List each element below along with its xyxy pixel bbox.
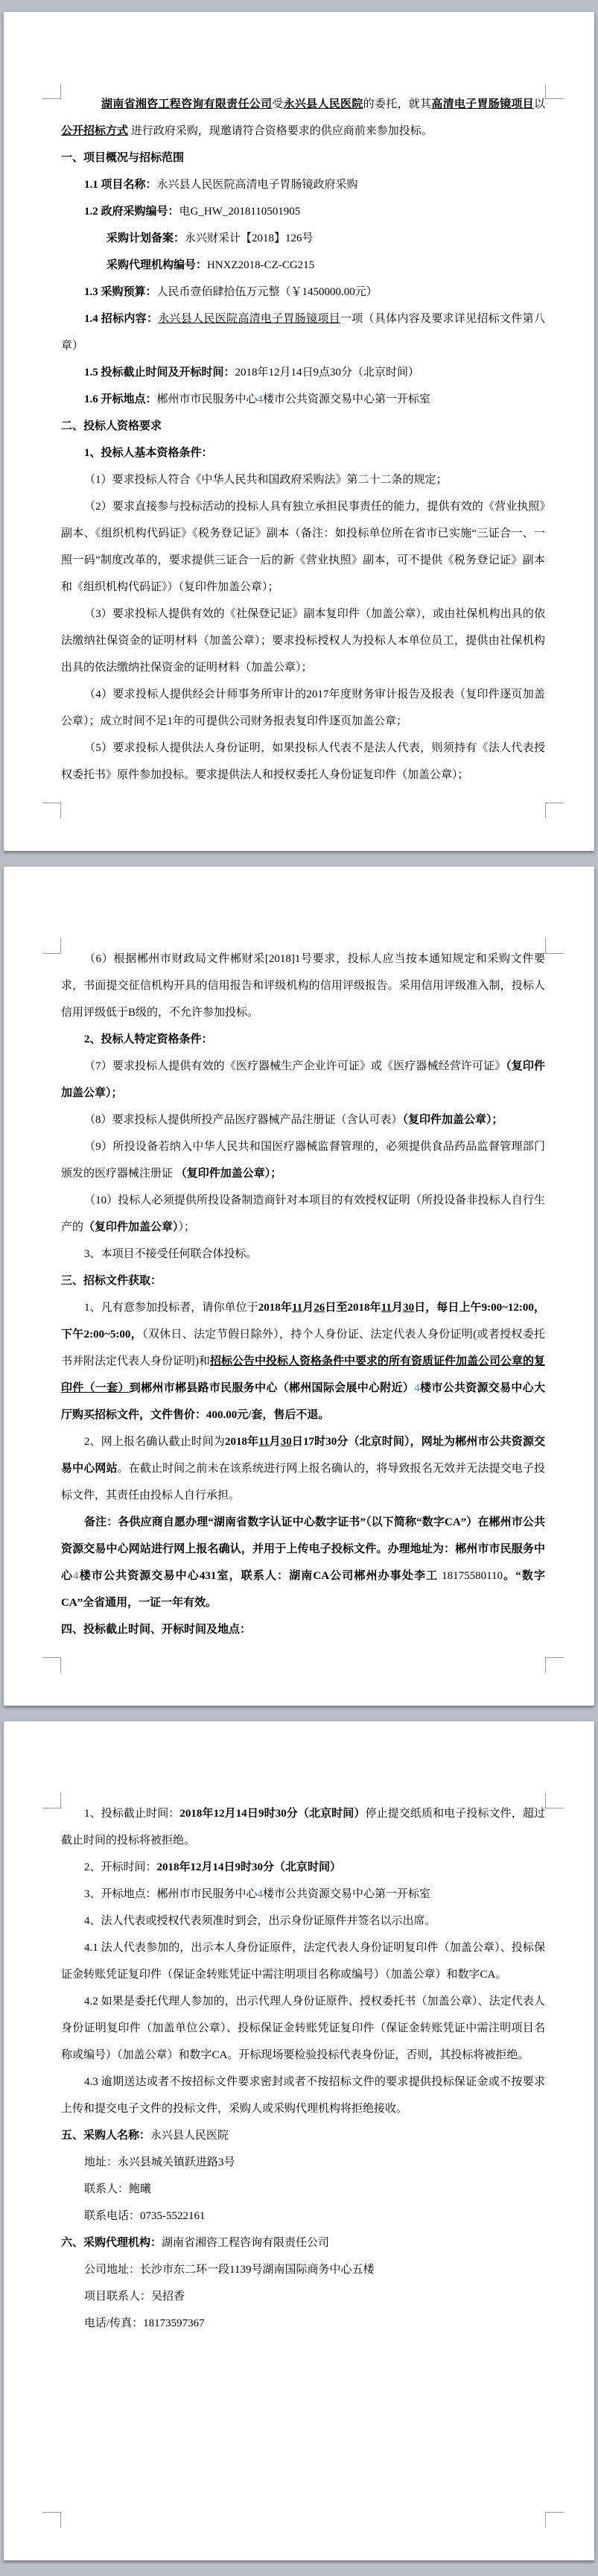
text-run: 1.1 项目名称：: [84, 179, 157, 191]
text-run: 郴州市市民服务中心: [156, 393, 258, 405]
text-run: 联系电话：0735-5522161: [84, 2210, 206, 2222]
text-run: 日至2018年: [325, 1302, 381, 1314]
text-run: （9）所投设备若纳入中华人民共和国医疗器械监督管理的，必须提供食品药品监督管理部门颁发的医疗器械注册证: [61, 1141, 545, 1180]
text-run: 电G_HW_2018110501905: [179, 206, 301, 218]
margin-crop-mark: [545, 2512, 564, 2528]
paragraph: [61, 1509, 545, 1616]
text-run: （复印件加盖公章）: [83, 1221, 179, 1233]
margin-crop-mark: [545, 803, 564, 818]
page-2-content: [61, 946, 545, 1643]
text-run: 到郴州市郴县路市民服务中心（郴州国际会展中心附近）: [129, 1382, 415, 1394]
text-run: 日，每日上午9:00~12:00，下午2:00~5:00，: [61, 1302, 545, 1341]
paragraph: [61, 1026, 545, 1053]
text-run: 永兴县人民医院高清电子胃肠镜政府采购: [156, 179, 358, 191]
paragraph: [61, 1428, 545, 1509]
section-heading: [61, 1616, 545, 1643]
text-run: 30: [403, 1302, 415, 1314]
text-run: HNXZ2018-CZ-CG215: [207, 259, 315, 271]
text-run: 的委托，就其: [363, 98, 432, 110]
section-heading: [61, 2122, 545, 2149]
text-run: （1）要求投标人符合《中华人民共和国政府采购法》第二十二条的规定；: [84, 474, 448, 486]
text-run: 11: [381, 1302, 392, 1314]
margin-crop-mark: [42, 803, 61, 818]
text-run: 30: [280, 1436, 292, 1448]
text-run: 受: [272, 98, 284, 110]
paragraph: [61, 440, 545, 466]
paragraph: [61, 735, 545, 788]
paragraph: [61, 601, 545, 681]
text-run: 4: [257, 393, 264, 405]
text-run: 湖南省湘咨工程咨询有限责任公司: [162, 2237, 330, 2249]
paragraph: [61, 306, 545, 359]
text-run: 4: [257, 1888, 264, 1900]
text-run: 楼市公共资源交易中心大厅购买招标文件，文件售价：400.00元/套，售后不退。: [61, 1382, 545, 1421]
text-run: 永兴县人民医院: [150, 2130, 229, 2142]
paragraph: [61, 1187, 545, 1241]
margin-crop-mark: [545, 1657, 564, 1673]
text-run: （双休日、法定节假日除外），持个人身份证、法定代表人身份证明(或者授权委托书并附法定代表人身份证明)和: [61, 1329, 545, 1367]
paragraph: [61, 2283, 545, 2310]
text-run: 1.4 招标内容：: [84, 313, 159, 325]
paragraph: [61, 1854, 545, 1881]
document-page-2: [4, 867, 594, 1706]
text-run: 六、采购代理机构：: [61, 2237, 162, 2249]
text-run: 备注：各供应商自愿办理“湖南省数字认证中心数字证书”（以下简称“数字CA”）在郴州市公共资源交易中心网站进行网上报名确认，并用于上传电子投标文件。办理地址为：郴州市市民服务中心: [61, 1516, 545, 1582]
paragraph: [61, 1934, 545, 1988]
text-run: 4: [73, 1570, 79, 1582]
text-run: 1.2 政府采购编号：: [84, 206, 179, 218]
text-run: 四、投标截止时间、开标时间及地点：: [61, 1624, 252, 1636]
text-run: 。“数字CA”全省通用，一证一年有效。: [61, 1570, 545, 1609]
text-run: 永兴财采计【2018】126号: [185, 232, 314, 244]
section-heading: [61, 2230, 545, 2256]
text-run: 湖南省湘咨工程咨询有限责任公司: [101, 98, 273, 110]
text-run: 日17时30分（北京时间），网址为郴州市公共资源交易中心网站: [61, 1436, 545, 1475]
paragraph: [61, 2310, 545, 2337]
text-run: （复印件加盖公章）；: [175, 1168, 282, 1180]
paragraph: [61, 2149, 545, 2176]
paragraph: [61, 2203, 545, 2230]
text-run: 公司地址：长沙市东二环一段1139号湖南国际商务中心五楼: [84, 2264, 375, 2276]
margin-crop-mark: [42, 938, 61, 954]
text-run: （3）要求投标人提供有效的《社保登记证》副本复印件（加盖公章），或由社保机构出具的依法缴纳社保资金的证明材料（加盖公章）；要求投标授权人为投标人本单位员工，提供由社保机构出具的依法缴纳社保资金的证明材料（加盖公章）；: [61, 608, 545, 674]
paragraph: [61, 2069, 545, 2122]
text-run: 11: [291, 1302, 303, 1314]
text-run: 招标公告中投标人资格条件中要求的所有资质证件加盖公司公章的复印件（一套）: [61, 1355, 546, 1394]
text-run: 4.2 如果是委托代理人参加的，出示代理人身份证原件、授权委托书（加盖公章）、法定代表人身份证明复印件（加盖单位公章）、投标保证金转账凭证复印件（保证金转账凭证中需注明项目名称或编号）（加盖公章）和数字CA。开标现场要检验投标代表身份证，否则，其投标将被拒绝。: [61, 1996, 545, 2061]
paragraph: [61, 1908, 545, 1934]
text-run: 2018年12月14日9时30分（北京时间）: [179, 1808, 366, 1820]
text-run: 4、法人代表或授权代表须准时到会，出示身份证原件并签名以示出席。: [84, 1915, 436, 1927]
paragraph: [61, 1988, 545, 2069]
paragraph: [61, 2176, 545, 2203]
text-run: 永兴县人民医院: [283, 98, 363, 110]
paragraph: [61, 1133, 545, 1187]
margin-crop-mark: [42, 83, 61, 99]
text-run: 2018年12月14日9点30分（北京时间）: [235, 367, 420, 379]
paragraph: [61, 1107, 545, 1133]
section-heading: [61, 413, 545, 440]
document-page-3: [4, 1721, 594, 2560]
paragraph: [61, 1294, 545, 1428]
text-run: 3、本项目不接受任何联合体投标。: [84, 1248, 258, 1260]
text-run: 1、投标人基本资格条件：: [84, 447, 213, 459]
intro-paragraph: [61, 91, 545, 145]
paragraph: [61, 198, 545, 225]
text-run: 以: [533, 98, 545, 110]
text-run: 2、投标人特定资格条件：: [84, 1034, 213, 1045]
text-run: 五、采购人名称：: [61, 2130, 151, 2142]
text-run: 4.3 逾期送达或者不按招标文件要求密封或者不按招标文件的要求提供投标保证金或不按要求上传和提交电子文件的投标文件，采购人或采购代理机构将拒绝接收。: [61, 2076, 545, 2115]
margin-crop-mark: [545, 1793, 564, 1808]
text-run: 月: [391, 1302, 404, 1314]
text-run: （10）投标人必须提供所投设备制造商针对本项目的有效授权证明（所投设备非投标人自行生产的: [61, 1194, 545, 1233]
text-run: 楼市公共资源交易中心431室，联系人：湖南CA公司郴州办事处李工: [78, 1570, 442, 1582]
text-run: 地址：永兴县城关镇跃进路3号: [84, 2156, 235, 2168]
text-run: 联系人：鲍曦: [84, 2183, 152, 2195]
text-run: 停止提交纸质和电子投标文件，超过截止时间的投标将被拒绝。: [61, 1808, 545, 1846]
text-run: 高清电子胃肠镜项目: [431, 98, 534, 110]
text-run: （6）根据郴州市财政局文件郴财采[2018]1号要求，投标人应当按本通知规定和采购文件要求，书面提交征信机构开具的信用报告和评级机构的信用评级报告。采用信用评级准入制，投标人信用评级低于B级的，不允许参加投标。: [61, 953, 545, 1019]
text-run: 4: [414, 1382, 420, 1394]
text-run: 项目联系人：吴招香: [84, 2291, 185, 2303]
text-run: 采购计划备案：: [106, 232, 185, 244]
text-run: （2）要求直接参与投标活动的投标人具有独立承担民事责任的能力，提供有效的《营业执照》副本、《组织机构代码证》《税务登记证》副本（备注：如投标单位所在省市已实施“三证合一、一照一码”制度改革的，要求提供三证合一后的新《营业执照》副本，可不提供《税务登记证》副本和《组织机构代码证》）（复印件加盖公章）；: [61, 501, 545, 593]
section-heading: [61, 1268, 545, 1294]
text-run: 永兴县人民医院高清电子胃肠镜项目: [158, 313, 340, 325]
page-1-content: [61, 91, 545, 788]
text-run: 月: [269, 1436, 281, 1448]
paragraph: [61, 946, 545, 1026]
paragraph: [61, 1241, 545, 1268]
text-run: 2018年12月14日9时30分（北京时间）: [156, 1861, 342, 1873]
text-run: 2018年: [258, 1302, 292, 1314]
text-run: （7）要求投标人提供有效的《医疗器械生产企业许可证》或《医疗器械经营许可证》: [84, 1060, 506, 1072]
paragraph: [61, 466, 545, 493]
margin-crop-mark: [42, 2512, 61, 2528]
text-run: 2、网上报名确认截止时间为: [84, 1436, 226, 1448]
text-run: 2018年: [225, 1436, 259, 1448]
text-run: 2、开标时间：: [84, 1861, 157, 1873]
document-page-1: [4, 12, 594, 851]
text-run: 一、项目概况与招标范围: [61, 152, 185, 164]
text-run: 11: [258, 1436, 270, 1448]
text-run: 人民币壹佰肆拾伍万元整（￥1450000.00元）: [156, 286, 378, 298]
paragraph: [61, 252, 545, 279]
margin-crop-mark: [545, 938, 564, 954]
text-run: 楼市公共资源交易中心第一开标室: [263, 393, 431, 405]
paragraph: [61, 2256, 545, 2283]
paragraph: [61, 1881, 545, 1908]
text-run: 18175580110: [442, 1570, 503, 1582]
paragraph: [61, 681, 545, 735]
text-run: （复印件加盖公章）；: [402, 1114, 503, 1126]
text-run: 电话/传真：18173597367: [84, 2317, 205, 2329]
margin-crop-mark: [42, 1657, 61, 1673]
text-run: （5）要求投标人提供法人身份证明，如果投标人代表不是法人代表，则须持有《法人代表授权委托书》原件参加投标。要求提供法人和授权委托人身份证复印件（加盖公章）；: [61, 742, 545, 781]
text-run: （4）要求投标人提供经会计师事务所审计的2017年度财务审计报告及报表（复印件逐页加盖公章）；成立时间不足1年的可提供公司财务报表复印件逐页加盖公章；: [61, 689, 545, 727]
paragraph: [61, 225, 545, 252]
paragraph: [61, 279, 545, 306]
text-run: 4.1 法人代表参加的，出示本人身份证原件，法定代表人身份证明复印件（加盖公章）、投标保证金转账凭证复印件（保证金转账凭证中需注明项目名称或编号）（加盖公章）和数字CA。: [61, 1942, 545, 1981]
text-run: （复印件加盖公章）；: [61, 1060, 545, 1099]
text-run: 楼市公共资源交易中心第一开标室: [263, 1888, 431, 1900]
text-run: 1.6 开标地点：: [84, 393, 157, 405]
text-run: 26: [314, 1302, 325, 1314]
paragraph: [61, 171, 545, 198]
margin-crop-mark: [545, 83, 564, 99]
text-run: 3、开标地点：郴州市市民服务中心: [84, 1888, 258, 1900]
text-run: 。在截止时间之前未在该系统进行网上报名确认的，将导致报名无效并无法提交电子投标文件，其责任由投标人自行承担。: [61, 1463, 545, 1501]
text-run: 三、招标文件获取：: [61, 1275, 162, 1287]
paragraph: [61, 1800, 545, 1854]
text-run: 月: [302, 1302, 314, 1314]
section-heading: [61, 145, 545, 171]
text-run: 公开招标方式: [61, 125, 129, 137]
margin-crop-mark: [42, 1793, 61, 1808]
text-run: 1.5 投标截止时间及开标时间：: [84, 367, 235, 379]
text-run: 进行政府采购，现邀请符合资格要求的供应商前来参加投标。: [128, 125, 433, 137]
text-run: ）；: [178, 1221, 196, 1233]
paragraph: [61, 493, 545, 601]
text-run: 1、凡有意参加投标者，请你单位于: [84, 1302, 258, 1314]
page-3-content: [61, 1800, 545, 2337]
text-run: 1、投标截止时间：: [84, 1808, 180, 1820]
text-run: 1.3 采购预算：: [84, 286, 157, 298]
text-run: 采购代理机构编号：: [106, 259, 208, 271]
text-run: 一项（具体内容及要求详见招标文件第八章）: [61, 313, 545, 352]
text-run: （8）要求投标人提供所投产品医疗器械产品注册证（含认可表）: [84, 1114, 403, 1126]
text-run: 二、投标人资格要求: [61, 420, 162, 432]
paragraph: [61, 386, 545, 413]
paragraph: [61, 1053, 545, 1107]
paragraph: [61, 359, 545, 386]
